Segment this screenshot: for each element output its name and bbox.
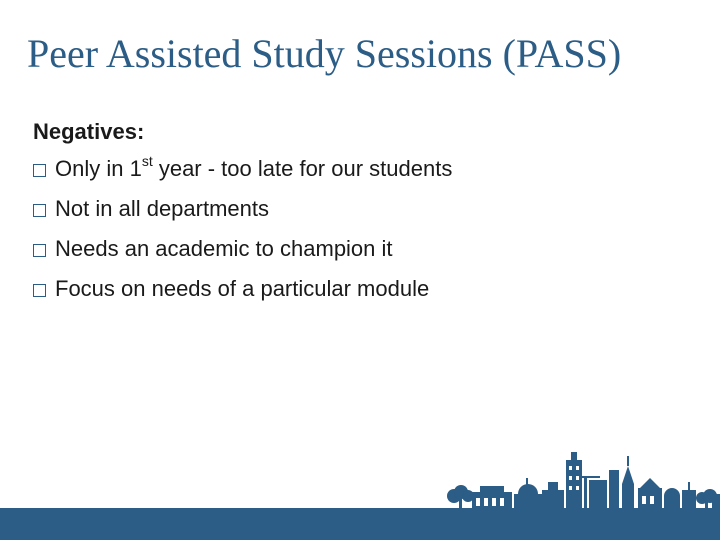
bullet-text: Not in all departments: [55, 196, 269, 221]
superscript: st: [141, 152, 153, 169]
bullet-text: Only in 1: [55, 156, 142, 181]
slide-content: [33, 117, 693, 315]
footer-bar: [0, 508, 720, 540]
bullet-text: Needs an academic to champion it: [55, 236, 393, 261]
slide-title: Peer Assisted Study Sessions (PASS): [27, 31, 622, 76]
bullet-text-tail: year - too late for our students: [152, 156, 453, 181]
checkbox-square-icon: [33, 244, 46, 257]
bullet-item: [33, 275, 693, 315]
bullet-item: [33, 235, 693, 275]
checkbox-square-icon: [33, 204, 46, 217]
bullet-list: [33, 152, 693, 315]
city-skyline-icon: [444, 446, 720, 510]
bullet-item: [33, 195, 693, 235]
bullet-text: Focus on needs of a particular module: [55, 276, 430, 301]
checkbox-square-icon: [33, 284, 46, 297]
checkbox-square-icon: [33, 164, 46, 177]
bullet-item: [33, 152, 693, 195]
negatives-heading: Negatives:: [33, 119, 145, 144]
